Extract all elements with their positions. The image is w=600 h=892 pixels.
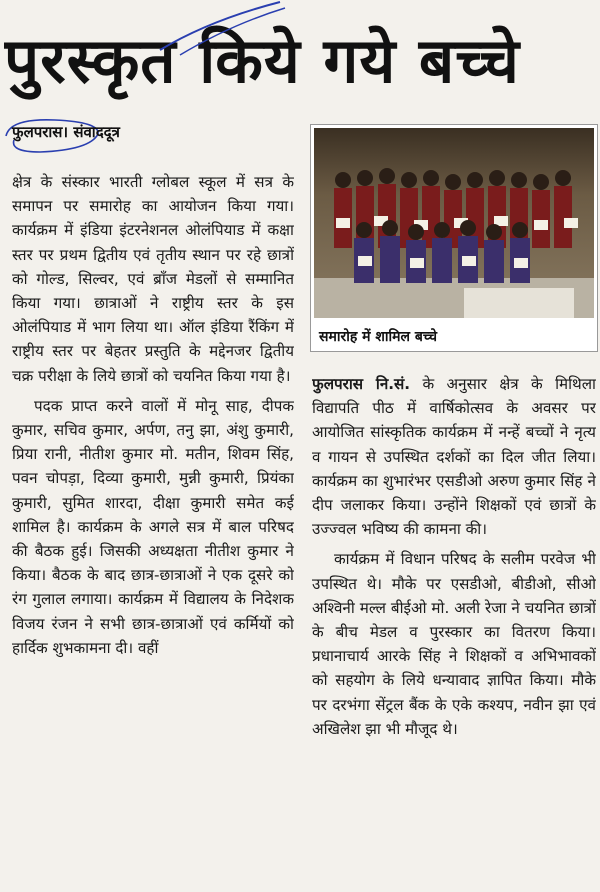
dateline: फुलपरास नि.सं.	[312, 375, 411, 393]
byline: फुलपरास। संवाददूत्र	[12, 123, 120, 141]
right-paragraph-2: कार्यक्रम में विधान परिषद के सलीम परवेज भी उपस्थित थे। मौके पर एसडीओ, बीडीओ, सीओ अश्विनी मल्ल बीईओ मो. अली रेजा ने चयनित छात्रों के बीच मेडल व पुरस्कार का वितरण किया। प्रधानाचार्य आरके सिंह ने शिक्षकों व अभिभावकों को सहयोग के लिये धन्यावाद ज्ञापित किया। मौके पर दरभंगा सेंट्रल बैंक के एके कश्यप, नवीन झा एवं अखिलेश झा भी मौजूद थे।	[312, 550, 596, 738]
headline: पुरस्कृत किये गये बच्चे	[4, 24, 521, 97]
right-paragraph-1	[312, 372, 596, 541]
left-column-article	[12, 170, 294, 892]
left-paragraph-1: क्षेत्र के संस्कार भारती ग्लोबल स्कूल में सत्र के समापन पर समारोह का आयोजन किया गया। कार्यक्रम में इंडिया इंटरनेशनल ओलंपियाड में कक्षा स्तर पर प्रथम द्वितीय एवं तृतीय स्थान पर रहे छात्रों को गोल्ड, सिल्वर, एवं ब्रॉंज मेडलों से सम्मानित किया गया। छात्राओं ने राष्ट्रीय स्तर के इस ओलंपियाड में भाग लिया था। ऑल इंडिया रैंकिंग में राष्ट्रीय स्तर पर बेहतर प्रस्तुति के मद्देनजर द्वितीय चक्र परीक्षा के लिये छात्रों को चयनित किया गया है।	[12, 173, 294, 385]
event-photo	[314, 128, 594, 318]
right-paragraph-1-text: के अनुसार क्षेत्र के मिथिला विद्यापति पीठ में वार्षिकोत्सव के अवसर पर आयोजित सांस्कृतिक कार्यक्रम में नन्हें बच्चों ने नृत्य व गायन से उपस्थित दर्शकों का दिल जीत लिया। कार्यक्रम का शुभारंभर एसडीओ अरुण कुमार सिंह ने दीप जलाकर किया। उन्होंने शिक्षकों एवं छात्रों के उज्ज्वल भविष्य की कामना की।	[312, 375, 596, 539]
right-column-article	[312, 372, 596, 892]
photo-frame	[310, 124, 598, 352]
photo-caption: समारोह में शामिल बच्चे	[319, 329, 438, 345]
left-paragraph-2: पदक प्राप्त करने वालों में मोनू साह, दीपक कुमार, सचिव कुमार, अर्पण, तनु झा, अंशु कुमारी, प्रिया रानी, नीतीश कुमार मो. मतीन, शिवम सिंह, पवन चोपड़ा, दिव्या कुमारी, मुन्नी कुमारी, प्रियंका कुमारी, सुमित शारदा, दीक्षा कुमारी समेत कई शामिल है। कार्यक्रम के अगले सत्र में बाल परिषद की बैठक हुई। जिसकी अध्यक्षता नीतीश कुमार ने किया। बैठक के बाद छात्र-छात्राओं ने एक दूसरे को रंग गुलाल लगाया। कार्यक्रम में विद्यालय के निदेशक विजय रंजन ने सभी छात्र-छात्राओं एवं कर्मियों को हार्दिक शुभकामना दी। वहीं	[12, 396, 294, 657]
